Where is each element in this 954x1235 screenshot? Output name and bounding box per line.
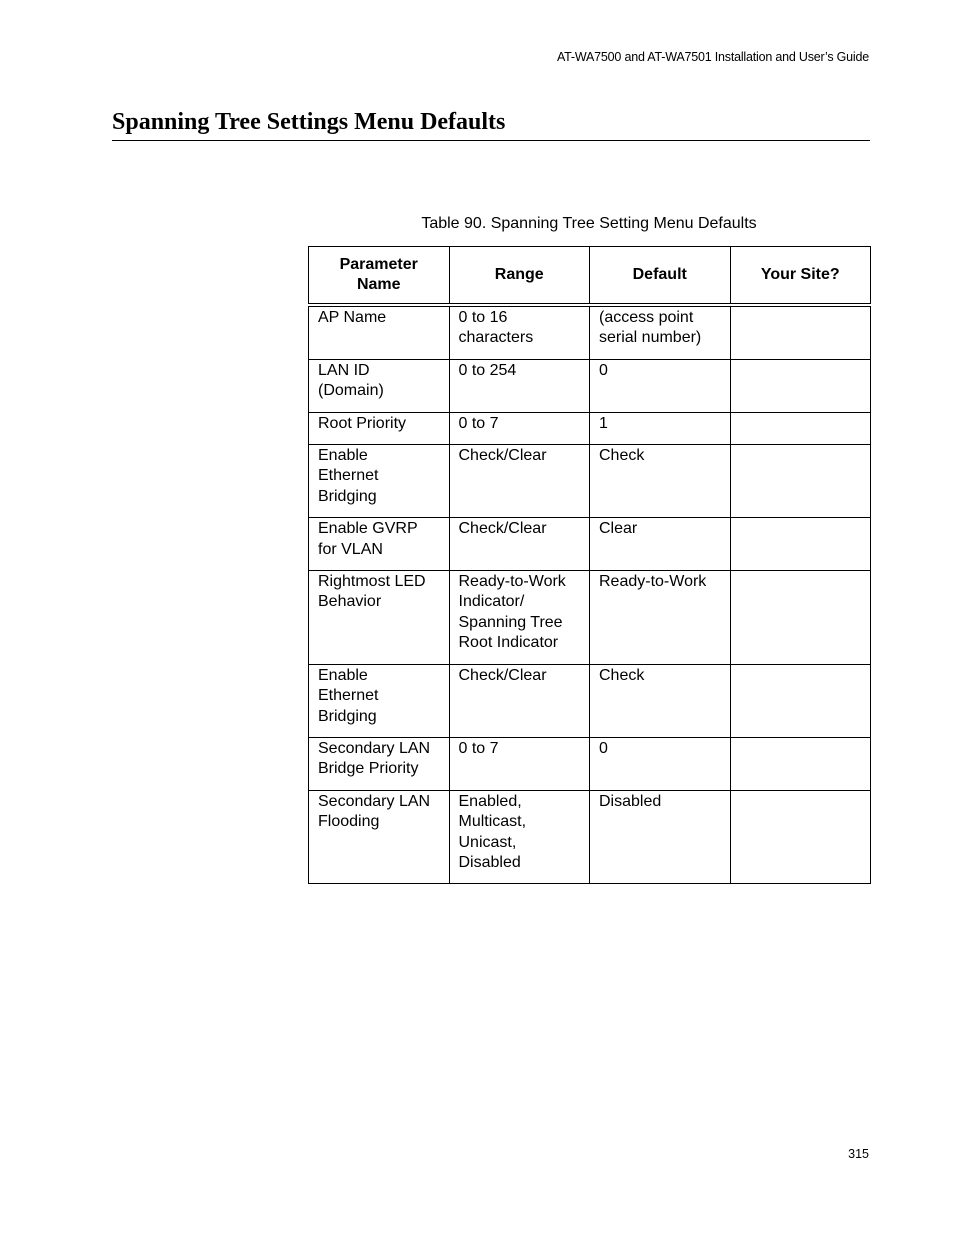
table-row xyxy=(309,790,871,884)
column-header-parameter-name: Parameter Name xyxy=(309,247,450,306)
table-cell: Enabled, Multicast, Unicast, Disabled xyxy=(449,790,590,884)
table-cell: Check xyxy=(590,664,731,737)
table-cell: Check/Clear xyxy=(449,445,590,518)
table-cell xyxy=(730,664,871,737)
table-cell: 0 to 7 xyxy=(449,412,590,444)
table-cell: 0 xyxy=(590,737,731,790)
column-header-range: Range xyxy=(449,247,590,306)
table-cell xyxy=(730,571,871,665)
table-cell: Root Priority xyxy=(309,412,450,444)
table-cell: LAN ID (Domain) xyxy=(309,359,450,412)
table-cell: 0 to 16 characters xyxy=(449,305,590,359)
table-header-row xyxy=(309,247,871,306)
table-cell xyxy=(730,412,871,444)
table-cell xyxy=(730,359,871,412)
table-cell: Disabled xyxy=(590,790,731,884)
table-cell: Clear xyxy=(590,518,731,571)
title-rule xyxy=(112,140,870,141)
running-header: AT-WA7500 and AT-WA7501 Installation and User’s Guide xyxy=(556,50,869,64)
table-cell: Check xyxy=(590,445,731,518)
table-row xyxy=(309,737,871,790)
table-cell: Ready-to-Work Indicator/ Spanning Tree Root Indicator xyxy=(449,571,590,665)
table-cell: AP Name xyxy=(309,305,450,359)
page-number: 315 xyxy=(848,1147,869,1161)
table-cell: Secondary LAN Bridge Priority xyxy=(309,737,450,790)
table-cell: 0 to 254 xyxy=(449,359,590,412)
table-caption: Table 90. Spanning Tree Setting Menu Defaults xyxy=(421,215,757,232)
table-cell: Enable Ethernet Bridging xyxy=(309,445,450,518)
table-cell: Rightmost LED Behavior xyxy=(309,571,450,665)
table-cell: Secondary LAN Flooding xyxy=(309,790,450,884)
table-cell: 0 xyxy=(590,359,731,412)
table-cell xyxy=(730,445,871,518)
table-cell: Enable GVRP for VLAN xyxy=(309,518,450,571)
table-row xyxy=(309,518,871,571)
table-cell: Ready-to-Work xyxy=(590,571,731,665)
column-header-default: Default xyxy=(590,247,731,306)
section-title: Spanning Tree Settings Menu Defaults xyxy=(112,109,506,135)
table-cell xyxy=(730,518,871,571)
table-row xyxy=(309,445,871,518)
table-cell: Enable Ethernet Bridging xyxy=(309,664,450,737)
table-row xyxy=(309,359,871,412)
table-cell: 1 xyxy=(590,412,731,444)
table-cell xyxy=(730,305,871,359)
table-cell: Check/Clear xyxy=(449,518,590,571)
table-cell xyxy=(730,737,871,790)
table-row xyxy=(309,412,871,444)
table-cell: (access point serial number) xyxy=(590,305,731,359)
table-row xyxy=(309,571,871,665)
table-cell: Check/Clear xyxy=(449,664,590,737)
table-cell: 0 to 7 xyxy=(449,737,590,790)
column-header-your-site: Your Site? xyxy=(730,247,871,306)
table-row xyxy=(309,305,871,359)
table-cell xyxy=(730,790,871,884)
defaults-table xyxy=(308,246,871,884)
table-row xyxy=(309,664,871,737)
